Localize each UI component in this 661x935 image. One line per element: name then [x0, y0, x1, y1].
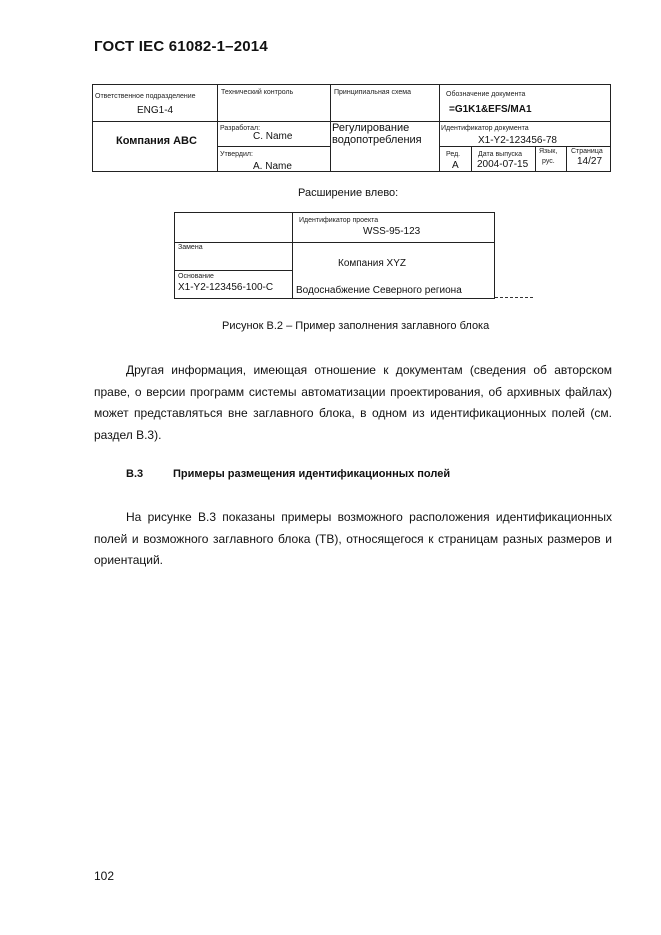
page-value: 14/27: [577, 156, 603, 167]
company-name: Компания ABC: [116, 135, 197, 147]
issue-date-value: 2004-07-15: [477, 159, 529, 170]
developed-value: C. Name: [253, 131, 293, 142]
title-block: [92, 84, 611, 172]
doc-designation-value: =G1K1&EFS/MA1: [449, 104, 532, 115]
schematic-label: Принципиальная схема: [334, 89, 411, 96]
document-header-title: ГОСТ IEC 61082-1–2014: [94, 38, 268, 55]
doc-id-value: X1-Y2-123456-78: [478, 135, 557, 146]
section-number: В.3: [126, 468, 144, 480]
paragraph-other-info: Другая информация, имеющая отношение к документам (сведения об авторском праве, о версии программ системы автоматизации проектирования, об архивных файлах) может представляться вне заглавного блока, в одном из идентификационных полей (см. раздел В.3).: [94, 363, 612, 442]
dashed-extension-line: [495, 297, 533, 298]
extension-caption: Расширение влево:: [298, 187, 399, 199]
extension-block: [174, 212, 495, 299]
lang-label: Язык,: [539, 148, 558, 155]
project-id-label: Идентификатор проекта: [299, 217, 379, 224]
approved-label: Утвердил:: [220, 151, 253, 158]
basis-value: X1-Y2-123456-100-C: [178, 282, 274, 293]
responsible-dept-label: Ответственное подразделение: [95, 93, 196, 100]
developed-label: Разработал:: [220, 125, 261, 132]
doc-title-line1: Регулирование: [332, 122, 410, 134]
rev-label: Ред.: [446, 151, 461, 158]
issue-date-label: Дата выпуска: [478, 151, 523, 158]
basis-label: Основание: [178, 273, 214, 280]
project-id-value: WSS-95-123: [363, 226, 421, 237]
lang-value: рус.: [542, 158, 555, 165]
approved-value: A. Name: [253, 161, 292, 172]
replacement-label: Замена: [178, 244, 203, 251]
section-title: Примеры размещения идентификационных полей: [173, 468, 451, 480]
figure-caption: Рисунок В.2 – Пример заполнения заглавного блока: [222, 320, 490, 332]
rev-value: A: [452, 160, 459, 171]
page-number: 102: [94, 869, 115, 883]
paragraph-figure-ref: На рисунке В.3 показаны примеры возможного расположения идентификационных полей и возможного заглавного блока (ТВ), относящегося к страницам разных размеров и ориентаций.: [94, 510, 612, 567]
responsible-dept-value: ENG1-4: [137, 105, 174, 116]
doc-title-line2: водопотребления: [332, 134, 422, 146]
company-xyz: Компания XYZ: [338, 258, 406, 269]
doc-id-label: Идентификатор документа: [441, 125, 529, 132]
doc-designation-label: Обозначение документа: [446, 91, 526, 98]
tech-control-label: Технический контроль: [221, 89, 294, 96]
project-name: Водоснабжение Северного региона: [296, 285, 462, 296]
page-label: Страница: [571, 148, 603, 155]
